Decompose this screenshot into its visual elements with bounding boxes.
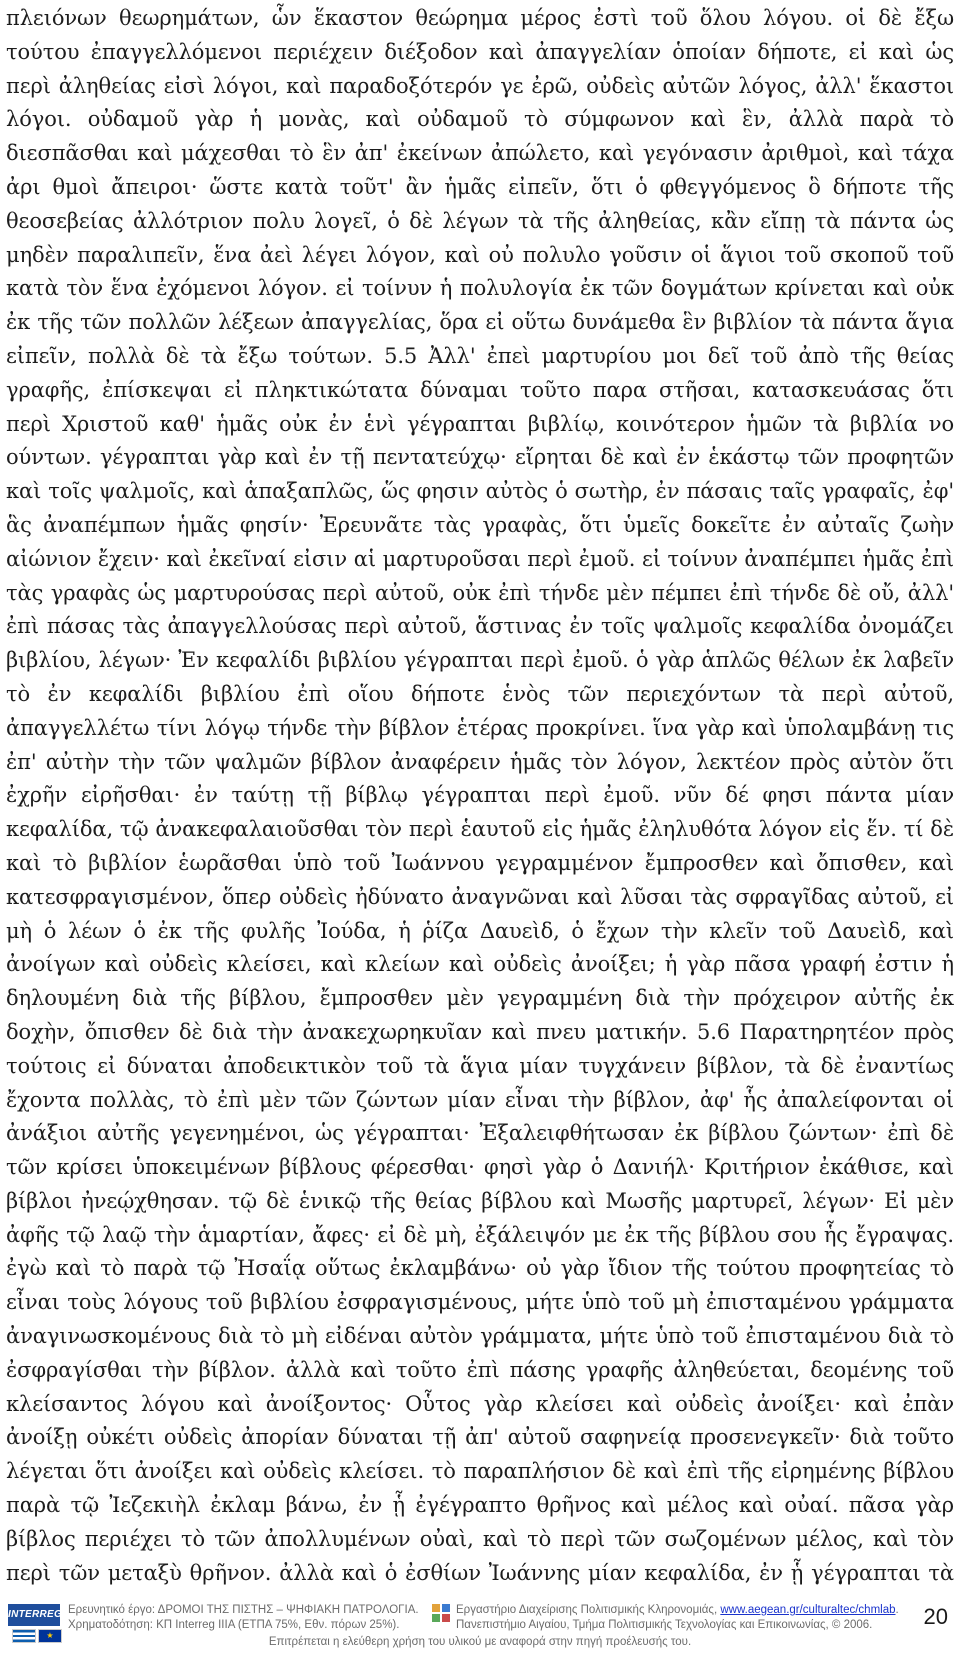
lab-university: Πανεπιστήμιο Αιγαίου, Τμήμα Πολιτισμικής Τεχνολογίας και Επικοινωνίας, © 2006. — [456, 1619, 873, 1631]
project-info — [68, 1603, 428, 1633]
lab-line-1 — [456, 1603, 926, 1618]
lab-website-link[interactable]: www.aegean.gr/culturaltec/chmlab — [720, 1604, 896, 1616]
document-body — [6, 2, 954, 1586]
lab-logo-icon — [432, 1604, 450, 1622]
page-number: 20 — [923, 1604, 948, 1629]
interreg-logo-text: INTERREG — [8, 1609, 63, 1620]
project-funding: Χρηματοδότηση: ΚΠ Interreg IIIA (ΕΤΠΑ 75%, Εθν. πόρων 25%). — [68, 1619, 400, 1631]
project-title: Ερευνητικό έργο: ΔΡΟΜΟΙ ΤΗΣ ΠΙΣΤΗΣ – ΨΗΦΙΑΚΗ ΠΑΤΡΟΛΟΓΙΑ. — [68, 1604, 419, 1616]
usage-notice: Επιτρέπεται η ελεύθερη χρήση του υλικού με αναφορά στην πηγή προέλευσής του. — [268, 1636, 692, 1648]
lab-name: Εργαστήριο Διαχείρισης Πολιτισμικής Κληρονομιάς, — [456, 1604, 721, 1616]
eu-flag-icon: ★ — [38, 1629, 62, 1643]
page-footer — [0, 1592, 960, 1656]
interreg-logo — [8, 1604, 63, 1626]
lab-info — [456, 1603, 926, 1633]
body-paragraph: πλειόνων θεωρημάτων, ὧν ἕκαστον θεώρημα μέρος ἐστὶ τοῦ ὅλου λόγου. οἱ δὲ ἔξω τούτου ἐπαγγελλόμενοι περιέχειν διέξοδον καὶ ἀπαγγελίαν ὁποίαν δήποτε, εἰ καὶ ὡς περὶ ἀληθείας εἰσὶ λόγοι, καὶ παραδοξότερόν γε ἐρῶ, οὐδεὶς αὐτῶν λόγος, ἀλλ' ἕκαστοι λόγοι. οὐδαμοῦ γὰρ ἡ μονὰς, καὶ οὐδαμοῦ τὸ σύμφωνον καὶ ἓν, ἀλλὰ παρὰ τὸ διεσπᾶσθαι καὶ μάχεσθαι τὸ ἓν ἀπ' ἐκείνων ἀπώλετο, καὶ γεγόνασιν ἀριθμοὶ, καὶ τάχα ἀρι θμοὶ ἄπειροι· ὥστε κατὰ τοῦτ' ἂν ἡμᾶς εἰπεῖν, ὅτι ὁ φθεγγόμενος ὃ δήποτε τῆς θεοσεβείας ἀλλότριον πολυ λογεῖ, ὁ δὲ λέγων τὰ τῆς ἀληθείας, κἂν εἴπῃ τὰ πάντα ὡς μηδὲν παραλιπεῖν, ἕνα ἀεὶ λέγει λόγον, καὶ οὐ πολυλο γοῦσιν οἱ ἅγιοι τοῦ σκοποῦ τοῦ κατὰ τὸν ἕνα ἐχόμενοι λόγον. εἰ τοίνυν ἡ πολυλογία ἐκ τῶν δογμάτων κρίνεται καὶ οὐκ ἐκ τῆς τῶν πολλῶν λέξεων ἀπαγγελίας, ὅρα εἰ οὕτω δυνάμεθα ἓν βιβλίον τὰ πάντα ἅγια εἰπεῖν, πολλὰ δὲ τὰ ἔξω τούτων. 5.5 Ἀλλ' ἐπεὶ μαρτυρίου μοι δεῖ τοῦ ἀπὸ τῆς θείας γραφῆς, ἐπίσκεψαι εἰ πληκτικώτατα δύναμαι τοῦτο παρα στῆσαι, κατασκευάσας ὅτι περὶ Χριστοῦ καθ' ἡμᾶς οὐκ ἐν ἑνὶ γέγραπται βιβλίῳ, κοινότερον ἡμῶν τὰ βιβλία νο ούντων. γέγραπται γὰρ καὶ ἐν τῇ πεντατεύχῳ· εἴρηται δὲ καὶ ἐν ἑκάστῳ τῶν προφητῶν καὶ τοῖς ψαλμοῖς, καὶ ἁπαξαπλῶς, ὥς φησιν αὐτὸς ὁ σωτὴρ, ἐν πάσαις ταῖς γραφαῖς, ἐφ' ἃς ἀναπέμπων ἡμᾶς φησίν· Ἐρευνᾶτε τὰς γραφὰς, ὅτι ὑμεῖς δοκεῖτε ἐν αὐταῖς ζωὴν αἰώνιον ἔχειν· καὶ ἐκεῖναί εἰσιν αἱ μαρτυροῦσαι περὶ ἐμοῦ. εἰ τοίνυν ἀναπέμπει ἡμᾶς ἐπὶ τὰς γραφὰς ὡς μαρτυρούσας περὶ αὐτοῦ, οὐκ ἐπὶ τήνδε μὲν πέμπει ἐπὶ τήνδε δὲ οὔ, ἀλλ' ἐπὶ πάσας τὰς ἀπαγγελλούσας περὶ αὐτοῦ, ἅστινας ἐν τοῖς ψαλμοῖς κεφαλίδα ὀνομάζει βιβλίου, λέγων· Ἐν κεφαλίδι βιβλίου γέγραπται περὶ ἐμοῦ. ὁ γὰρ ἁπλῶς θέλων ἐκ λαβεῖν τὸ ἐν κεφαλίδι βιβλίου ἐπὶ οἵου δήποτε ἑνὸς τῶν περιεχόντων τὰ περὶ αὐτοῦ, ἀπαγγελλέτω τίνι λόγῳ τήνδε τὴν βίβλον ἑτέρας προκρίνει. ἵνα γὰρ καὶ ὑπολαμβάνῃ τις ἐπ' αὐτὴν τὴν τῶν ψαλμῶν βίβλον ἀναφέρειν ἡμᾶς τὸν λόγον, λεκτέον πρὸς αὐτὸν ὅτι ἐχρῆν εἰρῆσθαι· ἐν ταύτῃ τῇ βίβλῳ γέγραπται περὶ ἐμοῦ. νῦν δέ φησι πάντα μίαν κεφαλίδα, τῷ ἀνακεφαλαιοῦσθαι τὸν περὶ ἑαυτοῦ εἰς ἡμᾶς ἐληλυθότα λόγον εἰς ἕν. τί δὲ καὶ τὸ βιβλίον ἑωρᾶσθαι ὑπὸ τοῦ Ἰωάννου γεγραμμένον ἔμπροσθεν καὶ ὄπισθεν, καὶ κατεσφραγισμένον, ὅπερ οὐδεὶς ἠδύνατο ἀναγνῶναι καὶ λῦσαι τὰς σφραγῖδας αὐτοῦ, εἰ μὴ ὁ λέων ὁ ἐκ τῆς φυλῆς Ἰούδα, ἡ ῥίζα Δαυεὶδ, ὁ ἔχων τὴν κλεῖν τοῦ Δαυεὶδ, καὶ ἀνοίγων καὶ οὐδεὶς κλείσει, καὶ κλείων καὶ οὐδεὶς ἀνοίξει; ἡ γὰρ πᾶσα γραφή ἐστιν ἡ δηλουμένη διὰ τῆς βίβλου, ἔμπροσθεν μὲν γεγραμμένη διὰ τὴν πρόχειρον αὐτῆς ἐκ δοχὴν, ὄπισθεν δὲ διὰ τὴν ἀνακεχωρηκυῖαν καὶ πνευ ματικήν. 5.6 Παρατηρητέον πρὸς τούτοις εἰ δύναται ἀποδεικτικὸν τοῦ τὰ ἅγια μίαν τυγχάνειν βίβλον, τὰ δὲ ἐναντίως ἔχοντα πολλὰς, τὸ ἐπὶ μὲν τῶν ζώντων μίαν εἶναι τὴν βίβλον, ἀφ' ἧς ἀπαλείφονται οἱ ἀνάξιοι αὐτῆς γεγενημένοι, ὡς γέγραπται· Ἐξαλειφθήτωσαν ἐκ βίβλου ζώντων· ἐπὶ δὲ τῶν κρίσει ὑποκειμένων βίβλους φέρεσθαι· φησὶ γὰρ ὁ Δανιήλ· Κριτήριον ἐκάθισε, καὶ βίβλοι ἠνεῴχθησαν. τῷ δὲ ἑνικῷ τῆς θείας βίβλου καὶ Μωσῆς μαρτυρεῖ, λέγων· Εἰ μὲν ἀφῆς τῷ λαῷ τὴν ἁμαρτίαν, ἄφες· εἰ δὲ μὴ, ἐξάλειψόν με ἐκ τῆς βίβλου σου ἧς ἔγραψας. ἐγὼ καὶ τὸ παρὰ τῷ Ἠσαΐᾳ οὕτως ἐκλαμβάνω· οὐ γὰρ ἴδιον τῆς τούτου προφητείας τὸ εἶναι τοὺς λόγους τοῦ βιβλίου ἐσφραγισμένους, μήτε ὑπὸ τοῦ μὴ ἐπισταμένου γράμματα ἀναγινωσκομένους διὰ τὸ μὴ εἰδέναι αὐτὸν γράμματα, μήτε ὑπὸ τοῦ ἐπισταμένου διὰ τὸ ἐσφραγίσθαι τὴν βίβλον. ἀλλὰ καὶ τοῦτο ἐπὶ πάσης γραφῆς ἀληθεύεται, δεομένης τοῦ κλείσαντος λόγου καὶ ἀνοίξοντος· Οὗτος γὰρ κλείσει καὶ οὐδεὶς ἀνοίξει· καὶ ἐπὰν ἀνοίξῃ οὐκέτι οὐδεὶς ἀπορίαν δύναται τῇ ἀπ' αὐτοῦ σαφηνείᾳ προσενεγκεῖν· διὰ τοῦτο λέγεται ὅτι ἀνοίξει καὶ οὐδεὶς κλείσει. τὸ παραπλήσιον δὲ καὶ ἐπὶ τῆς εἰρημένης βίβλου παρὰ τῷ Ἰεζεκιὴλ ἐκλαμ βάνω, ἐν ᾗ ἐγέγραπτο θρῆνος καὶ μέλος καὶ οὐαί. πᾶσα γὰρ βίβλος περιέχει τὸ τῶν ἀπολλυμένων οὐαὶ, καὶ τὸ περὶ τῶν σωζομένων μέλος, καὶ τὸν περὶ τῶν μεταξὺ θρῆνον. ἀλλὰ καὶ ὁ ἐσθίων Ἰωάννης μίαν κεφαλίδα, ἐν ᾗ γέγραπται τὰ — [6, 6, 954, 1585]
lab-line-end: . — [895, 1604, 899, 1616]
